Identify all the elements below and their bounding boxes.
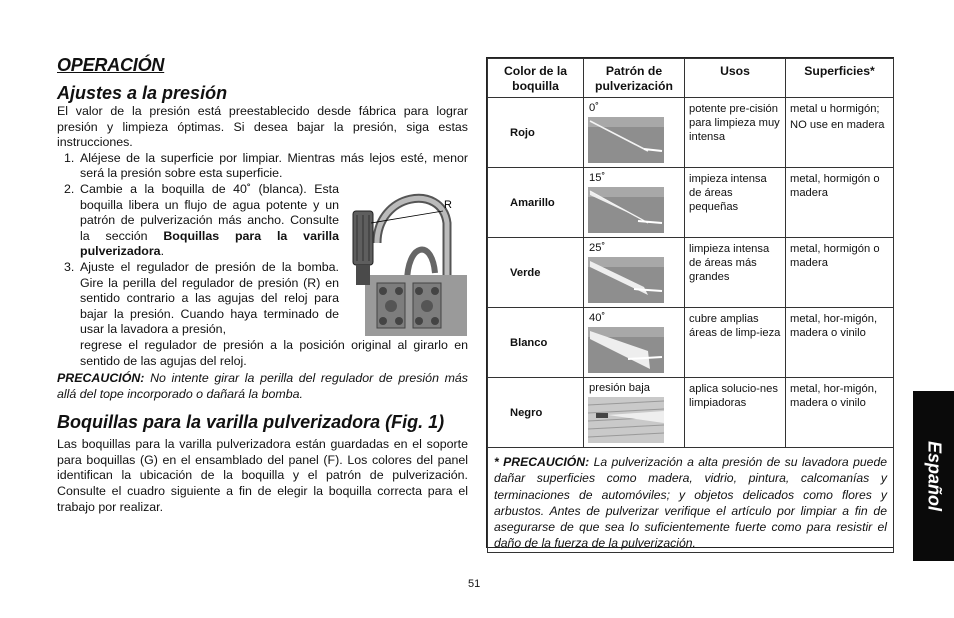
nozzle-color: Negro bbox=[510, 406, 543, 419]
step-text-part: . bbox=[160, 244, 165, 259]
pressure-title: Ajustes a la presión bbox=[57, 83, 228, 103]
side-tab-label: Español bbox=[924, 440, 944, 512]
spray-angle: 15˚ bbox=[589, 172, 606, 184]
nozzles-title: Boquillas para la varilla pulverizadora (Fig. 1) bbox=[57, 412, 445, 433]
header-surfaces: Superficies* bbox=[786, 59, 894, 98]
header-color: Color de la boquilla bbox=[488, 59, 584, 98]
footnote-label: * PRECAUCIÓN: bbox=[494, 455, 590, 469]
pressure-regulator-figure bbox=[347, 183, 467, 336]
nozzle-uses: impieza intensa de áreas pequeñas bbox=[689, 173, 767, 213]
nozzle-surfaces: metal u hormigón; bbox=[790, 103, 880, 115]
nozzle-surfaces: metal, hor-migón, madera o vinilo bbox=[790, 313, 878, 339]
nozzle-table bbox=[487, 58, 894, 553]
spray-pattern-icon bbox=[588, 327, 664, 373]
nozzle-table-container bbox=[486, 57, 894, 551]
step-number: 3. bbox=[64, 259, 75, 274]
spray-pattern-icon bbox=[588, 187, 664, 233]
spray-pattern-icon bbox=[588, 117, 664, 163]
step-text-part: Cambie a la boquilla de 40˚ (blanca). Esta boquilla libera un flujo de agua potente y un patrón de pulverización más ancho. Consulte la sección bbox=[80, 181, 339, 243]
footnote-text: La pulverización a alta presión de su lavadora puede dañar superficies como madera, vidrio, pintura, calcomanías y terminaciones de automóviles; y objetos delicados como flores y arbustos. Antes de pulverizar verifique el artículo por limpiar a fin de asegurarse de que sea lo suficientemente fuerte como para resistir el daño de la fuerza de la pulverización. bbox=[494, 455, 887, 551]
spray-pattern-icon bbox=[588, 397, 664, 443]
language-side-tab bbox=[913, 391, 954, 561]
nozzle-surfaces: metal, hor-migón, madera o vinilo bbox=[790, 383, 878, 409]
nozzle-uses: limpieza intensa de áreas más grandes bbox=[689, 243, 770, 283]
nozzle-color: Amarillo bbox=[510, 196, 555, 209]
table-row bbox=[488, 238, 894, 308]
step-text-bold: Boquillas para la varilla pulverizadora bbox=[80, 228, 339, 259]
table-row bbox=[488, 308, 894, 378]
step-number: 2. bbox=[64, 181, 75, 196]
figure-label-r: R bbox=[444, 199, 452, 211]
pressure-intro: El valor de la presión está preestablecido desde fábrica para lograr presión y limpieza óptimas. Si desea bajar la presión, siga estas instrucciones. bbox=[57, 104, 468, 150]
table-footnote bbox=[488, 448, 893, 552]
step-text bbox=[80, 182, 339, 260]
nozzle-surfaces-note: NO use en madera bbox=[790, 119, 885, 131]
section-title: OPERACIÓN bbox=[57, 55, 165, 75]
table-row bbox=[488, 98, 894, 168]
nozzles-text: Las boquillas para la varilla pulverizadora están guardadas en el soporte para boquillas (G) en el ensamblado del panel (F). Los colores del panel identifican la ubicación de la boquilla y el patrón de pulverización. Consulte el cuadro siguiente a fin de elegir la boquilla correcta para el trabajo por realizar. bbox=[57, 437, 468, 514]
spray-angle: presión baja bbox=[589, 382, 650, 394]
pump-illustration bbox=[347, 183, 467, 336]
caution-label: PRECAUCIÓN: bbox=[57, 371, 145, 386]
step-text: Ajuste el regulador de presión de la bomba. Gire la perilla del regulador de presión (R) en sentido contrario a las agujas del reloj para bajar la presión. Cuando haya terminado de usar la lavadora a presión, bbox=[80, 259, 339, 337]
nozzle-surfaces: metal, hormigón o madera bbox=[790, 173, 880, 199]
page-number: 51 bbox=[468, 578, 481, 590]
table-row bbox=[488, 378, 894, 448]
spray-angle: 0˚ bbox=[589, 102, 599, 114]
step-3-continued bbox=[57, 338, 468, 369]
step-1 bbox=[57, 151, 468, 182]
step-number: 1. bbox=[64, 150, 75, 165]
spray-angle: 25˚ bbox=[589, 242, 606, 254]
header-pattern: Patrón de pulverización bbox=[584, 59, 685, 98]
caution-text: No intente girar la perilla del regulador de presión más allá del tope incorporado o dañará la bomba. bbox=[57, 371, 468, 401]
caution-note bbox=[57, 371, 468, 402]
nozzle-uses: aplica solucio-nes limpiadoras bbox=[689, 383, 778, 409]
nozzle-surfaces: metal, hormigón o madera bbox=[790, 243, 880, 269]
step-3 bbox=[57, 260, 339, 338]
spray-pattern-icon bbox=[588, 257, 664, 303]
nozzle-uses: cubre amplias áreas de limp-ieza bbox=[689, 313, 781, 339]
header-uses: Usos bbox=[685, 59, 786, 98]
table-footnote-row bbox=[488, 448, 894, 553]
spray-angle: 40˚ bbox=[589, 312, 606, 324]
step-2 bbox=[57, 182, 339, 260]
step-text: regrese el regulador de presión a la posición original al girarlo en sentido de las agujas del reloj. bbox=[80, 337, 468, 368]
nozzle-uses: potente pre-cisión para limpieza muy intensa bbox=[689, 103, 780, 143]
table-row bbox=[488, 168, 894, 238]
nozzle-color: Blanco bbox=[510, 336, 548, 349]
table-header-row bbox=[488, 59, 894, 98]
nozzle-color: Rojo bbox=[510, 126, 535, 139]
nozzle-color: Verde bbox=[510, 266, 541, 279]
step-text: Aléjese de la superficie por limpiar. Mientras más lejos esté, menor será la presión sobre esta superficie. bbox=[80, 150, 468, 181]
